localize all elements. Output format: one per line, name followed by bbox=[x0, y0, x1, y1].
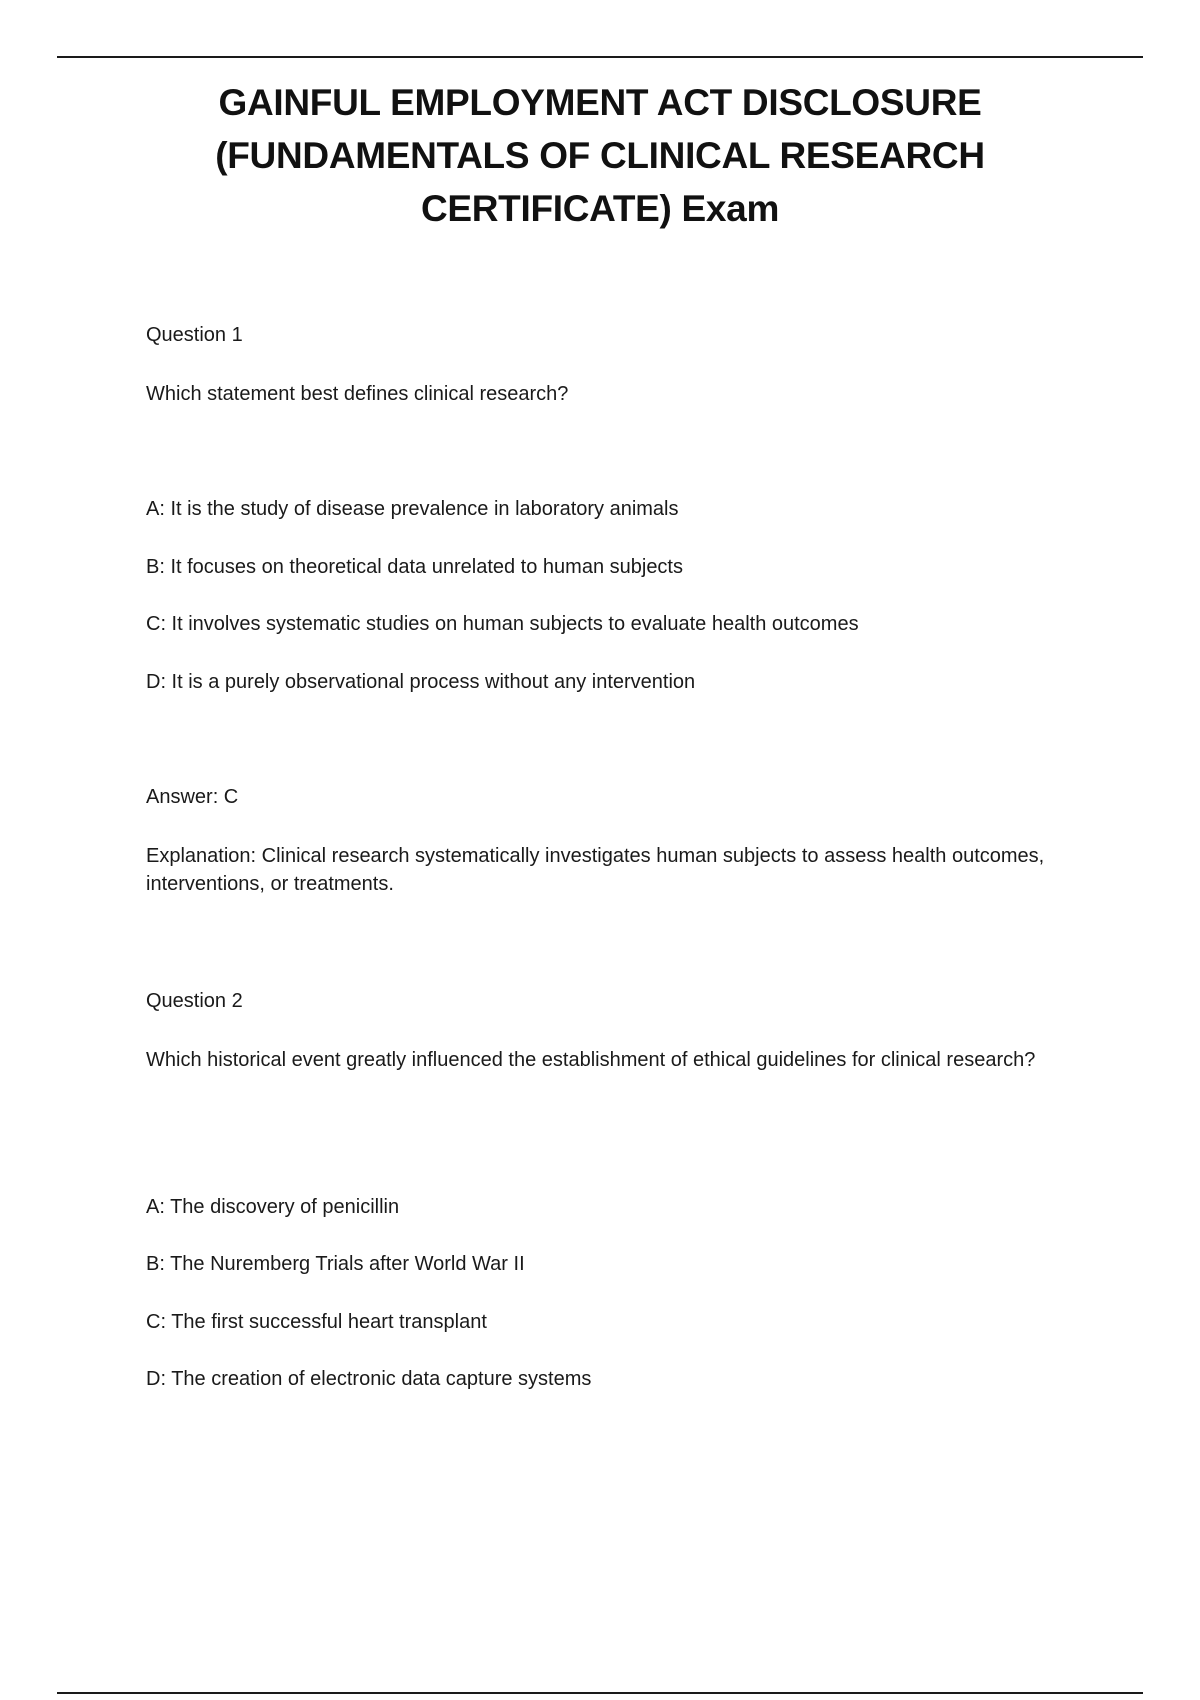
question-1-option-b: B: It focuses on theoretical data unrelated to human subjects bbox=[146, 556, 683, 578]
question-1-option-a: A: It is the study of disease prevalence in laboratory animals bbox=[146, 498, 679, 520]
question-2-option-b: B: The Nuremberg Trials after World War II bbox=[146, 1253, 525, 1275]
bottom-rule bbox=[57, 1692, 1143, 1694]
question-2-option-d: D: The creation of electronic data capture systems bbox=[146, 1368, 592, 1390]
question-1-prompt: Which statement best defines clinical research? bbox=[146, 383, 569, 405]
question-1-explanation: Explanation: Clinical research systematically investigates human subjects to assess health outcomes, interventions, or treatments. bbox=[146, 845, 1045, 895]
question-1-option-c: C: It involves systematic studies on human subjects to evaluate health outcomes bbox=[146, 613, 859, 635]
title-line-1: GAINFUL EMPLOYMENT ACT DISCLOSURE bbox=[218, 82, 982, 123]
question-2-option-a: A: The discovery of penicillin bbox=[146, 1196, 400, 1218]
question-2-prompt: Which historical event greatly influenced the establishment of ethical guidelines for clinical research? bbox=[146, 1049, 1036, 1071]
top-rule bbox=[57, 56, 1143, 58]
document-title bbox=[57, 76, 1143, 235]
question-1-option-d: D: It is a purely observational process without any intervention bbox=[146, 671, 696, 693]
question-1-label: Question 1 bbox=[146, 324, 243, 346]
title-line-2: (FUNDAMENTALS OF CLINICAL RESEARCH bbox=[215, 135, 985, 176]
question-1-answer: Answer: C bbox=[146, 786, 239, 808]
question-2-option-c: C: The first successful heart transplant bbox=[146, 1311, 487, 1333]
title-line-3: CERTIFICATE) Exam bbox=[420, 188, 780, 229]
question-2-label: Question 2 bbox=[146, 990, 243, 1012]
